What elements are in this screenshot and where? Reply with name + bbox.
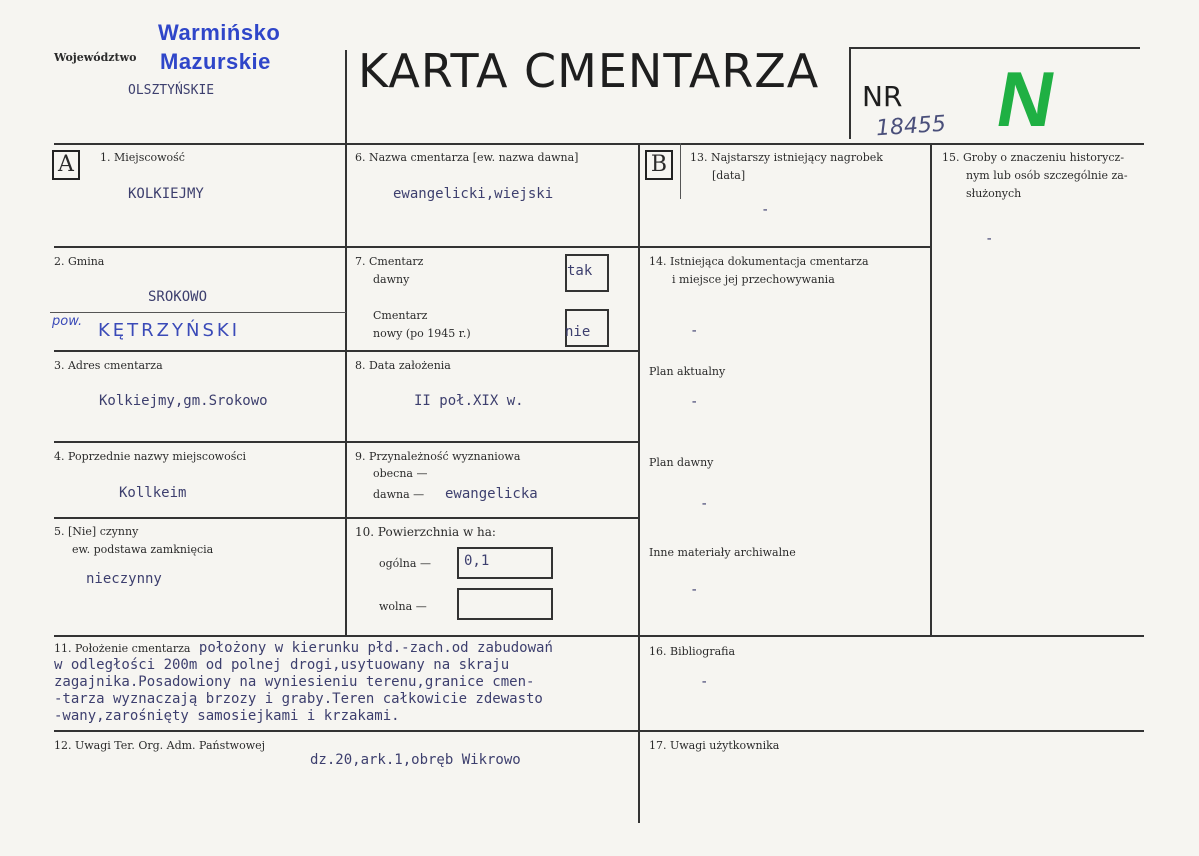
f11-line4: -tarza wyznaczają brzozy i graby.Teren całkowicie zdewasto	[54, 691, 543, 707]
bottom-top-line	[54, 635, 1144, 637]
f2-pow-value: KĘTRZYŃSKI	[98, 320, 241, 341]
divider-left-col	[345, 50, 347, 635]
a-line-1	[54, 246, 346, 248]
b-line-1	[640, 246, 930, 248]
f5-label-1: 5. [Nie] czynny	[54, 525, 139, 538]
f2-value: SROKOWO	[148, 289, 208, 305]
f4-value: Kollkeim	[119, 485, 187, 501]
f11-line1: położony w kierunku płd.-zach.od zabudowań	[198, 640, 553, 656]
bottom-mid-line	[54, 730, 1144, 732]
f3-value: Kolkiejmy,gm.Srokowo	[99, 393, 268, 409]
f7-label-1: 7. Cmentarz	[355, 255, 424, 268]
f2-pow-prefix: pow.	[52, 314, 83, 329]
a-line-2	[54, 350, 346, 352]
f10-ogolna-label: ogólna —	[379, 557, 431, 570]
f10-ogolna-value: 0,1	[464, 553, 490, 569]
f7-label-4: nowy (po 1945 r.)	[373, 327, 471, 340]
plan-dawny-value: -	[700, 496, 709, 512]
f7-label-3: Cmentarz	[373, 309, 428, 322]
f14-label-1: 14. Istniejąca dokumentacja cmentarza	[649, 255, 869, 268]
f11-line5: -wany,zarośnięty samosiejkami i krzakami.	[54, 708, 400, 724]
m-line-4	[346, 517, 638, 519]
f12-label: 12. Uwagi Ter. Org. Adm. Państwowej	[54, 739, 266, 752]
plan-aktualny-label: Plan aktualny	[649, 365, 726, 378]
f14-label-2: i miejsce jej przechowywania	[672, 273, 835, 286]
divider-mid-col	[638, 143, 640, 823]
f13-label-2: [data]	[712, 169, 746, 182]
grid-top-line	[54, 143, 1144, 145]
f15-label-1: 15. Groby o znaczeniu historycz-	[942, 151, 1125, 164]
section-a-letter: A	[52, 150, 80, 180]
f15-label-2: nym lub osób szczególnie za-	[966, 169, 1128, 182]
f11-label: 11. Położenie cmentarza	[54, 642, 191, 655]
a-line-3	[54, 441, 346, 443]
f15-value: -	[985, 231, 994, 247]
m-line-3	[346, 441, 638, 443]
f7-box1-value: tak	[567, 263, 593, 279]
f8-label: 8. Data założenia	[355, 359, 451, 372]
wojewodztwo-label: Województwo	[54, 51, 137, 64]
stamp-line1: Warmińsko	[158, 20, 281, 45]
a-line-4	[54, 517, 346, 519]
f1-label: 1. Miejscowość	[100, 151, 185, 164]
nr-left-line	[849, 47, 851, 139]
f10-label: 10. Powierzchnia w ha:	[355, 525, 496, 539]
f7-label-2: dawny	[373, 273, 410, 286]
f9-dawna: dawna —	[373, 488, 425, 501]
f9-obecna: obecna —	[373, 467, 428, 480]
m-line-2	[346, 350, 638, 352]
f6-value: ewangelicki,wiejski	[393, 186, 554, 202]
f9-label: 9. Przynależność wyznaniowa	[355, 450, 521, 463]
f5-label-2: ew. podstawa zamknięcia	[72, 543, 214, 556]
f13-value: -	[761, 202, 770, 218]
f11-line3: zagajnika.Posadowiony na wyniesieniu terenu,granice cmen-	[54, 674, 535, 690]
f9-value: ewangelicka	[445, 486, 538, 502]
f14-value: -	[690, 323, 699, 339]
divider-right-col	[930, 143, 932, 635]
f16-label: 16. Bibliografia	[649, 645, 736, 658]
f2-label: 2. Gmina	[54, 255, 105, 268]
f10-wolna-box	[457, 588, 553, 620]
stamp-line2: Mazurskie	[160, 49, 271, 74]
f8-value: II poł.XIX w.	[414, 393, 524, 409]
nr-top-line	[850, 47, 1140, 49]
f10-wolna-label: wolna —	[379, 600, 427, 613]
plan-aktualny-value: -	[690, 394, 699, 410]
plan-dawny-label: Plan dawny	[649, 456, 714, 469]
f16-value: -	[700, 674, 709, 690]
m-line-1	[346, 246, 638, 248]
f11-line2: w odległości 200m od polnej drogi,usytuowany na skraju	[54, 657, 510, 673]
section-b-letter: B	[645, 150, 673, 180]
f1-value: KOLKIEJMY	[128, 186, 204, 202]
f12-value: dz.20,ark.1,obręb Wikrowo	[310, 752, 521, 768]
card-title: KARTA CMENTARZA	[358, 44, 820, 98]
f13-label-1: 13. Najstarszy istniejący nagrobek	[690, 151, 883, 164]
f6-label: 6. Nazwa cmentarza [ew. nazwa dawna]	[355, 151, 579, 164]
pow-underline	[50, 312, 346, 313]
inne-label: Inne materiały archiwalne	[649, 546, 796, 559]
voivodeship-typed: OLSZTYŃSKIE	[128, 83, 215, 98]
f11-paragraph	[54, 640, 553, 725]
f17-label: 17. Uwagi użytkownika	[649, 739, 780, 752]
f15-label-3: służonych	[966, 187, 1022, 200]
f3-label: 3. Adres cmentarza	[54, 359, 163, 372]
nr-handwritten-number: 18455	[875, 111, 947, 142]
f7-box2-value: nie	[565, 324, 591, 340]
f5-value: nieczynny	[86, 571, 162, 587]
inne-value: -	[690, 582, 699, 598]
nr-green-mark: N	[990, 55, 1063, 143]
nr-label: NR	[862, 80, 903, 113]
f4-label: 4. Poprzednie nazwy miejscowości	[54, 450, 247, 463]
b-small-divider	[680, 143, 681, 199]
